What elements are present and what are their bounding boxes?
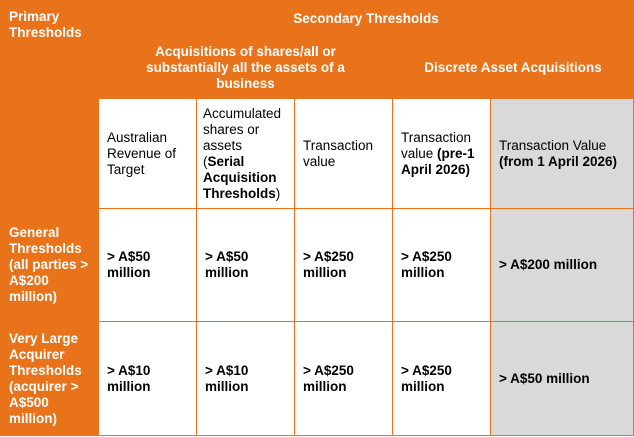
acquisitions-group-label: Acquisitions of shares/all or substantially all the assets of a business: [146, 44, 345, 91]
value-text: > A$250 million: [303, 249, 354, 280]
transaction-value-from-prefix: Transaction Value: [499, 137, 607, 153]
discrete-asset-header: [393, 38, 634, 99]
transaction-value-pre-header: [393, 99, 491, 209]
value-text: > A$250 million: [303, 362, 354, 394]
value-text: > A$10 million: [205, 362, 249, 394]
value-text: > A$200 million: [499, 257, 598, 272]
value-text: > A$10 million: [107, 362, 151, 394]
value-cell: [99, 322, 197, 436]
transaction-value-from-header: [491, 99, 634, 209]
value-text: > A$50 million: [205, 249, 249, 280]
from-april-2026-label: (from 1 April 2026): [499, 153, 618, 169]
acquisitions-group-header: [99, 38, 393, 99]
very-large-acquirer-label: Very Large Acquirer Thresholds (acquirer > A$500 million): [9, 330, 82, 426]
value-cell: [99, 209, 197, 322]
value-text: > A$250 million: [401, 362, 452, 394]
value-cell: [491, 209, 634, 322]
value-cell: [295, 322, 393, 436]
general-thresholds-label: General Thresholds (all parties > A$200 million): [9, 225, 89, 304]
secondary-thresholds-label: Secondary Thresholds: [293, 11, 439, 26]
value-cell: [393, 322, 491, 436]
primary-thresholds-label: Primary Thresholds: [9, 9, 82, 40]
value-cell: [393, 209, 491, 322]
value-text: > A$50 million: [499, 370, 590, 386]
discrete-asset-label: Discrete Asset Acquisitions: [424, 60, 602, 75]
pre-april-2026-label: (pre-1 April 2026): [401, 145, 475, 177]
secondary-thresholds-header: [99, 1, 634, 38]
value-cell: [491, 322, 634, 436]
accumulated-header: [197, 99, 295, 209]
value-text: > A$50 million: [107, 249, 151, 280]
australian-revenue-label: Australian Revenue of Target: [107, 129, 177, 177]
transaction-value-label: Transaction value: [303, 137, 374, 169]
accumulated-open-paren: (: [203, 153, 208, 169]
general-thresholds-row-header: [1, 209, 99, 322]
transaction-value-pre-prefix: Transaction value: [401, 129, 472, 161]
primary-thresholds-header: [1, 1, 99, 209]
australian-revenue-header: [99, 99, 197, 209]
value-cell: [197, 209, 295, 322]
accumulated-close-paren: ): [275, 185, 281, 201]
value-text: > A$250 million: [401, 249, 452, 280]
table-row: [1, 209, 634, 322]
value-cell: [197, 322, 295, 436]
transaction-value-header: [295, 99, 393, 209]
accumulated-label: Accumulated shares or assets: [203, 105, 282, 153]
value-cell: [295, 209, 393, 322]
header-row-1: [1, 1, 634, 38]
serial-acquisition-label: Serial Acquisition Thresholds: [203, 153, 277, 201]
table-row: [1, 322, 634, 436]
very-large-acquirer-row-header: [1, 322, 99, 436]
